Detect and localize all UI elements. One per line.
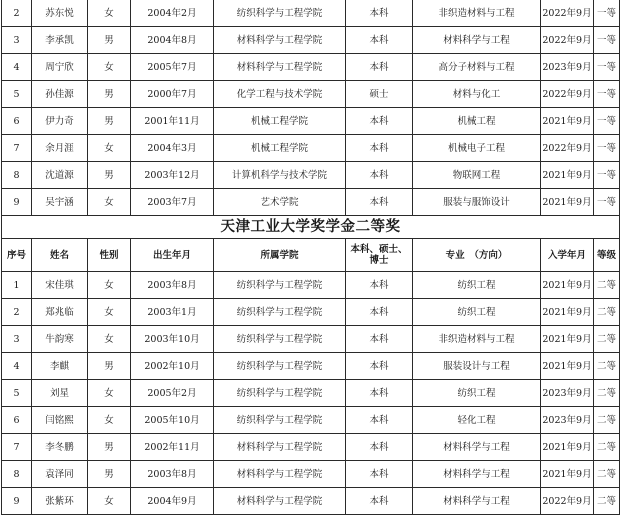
- cell-major: 物联网工程: [413, 162, 541, 189]
- cell-college: 材料科学与工程学院: [214, 488, 346, 515]
- cell-major: 材料科学与工程: [413, 461, 541, 488]
- cell-enroll: 2021年9月: [541, 461, 594, 488]
- scholarship-sheet: [1, 0, 619, 515]
- table-row: [2, 189, 620, 216]
- cell-major: 纺织工程: [413, 380, 541, 407]
- cell-enroll: 2021年9月: [541, 326, 594, 353]
- cell-name: 吴宇涵: [32, 189, 88, 216]
- cell-grade: 二等: [594, 353, 620, 380]
- cell-college: 计算机科学与技术学院: [214, 162, 346, 189]
- cell-name: 宋佳琪: [32, 272, 88, 299]
- cell-major: 非织造材料与工程: [413, 0, 541, 27]
- table-row: [2, 299, 620, 326]
- cell-enroll: 2021年9月: [541, 353, 594, 380]
- cell-enroll: 2021年9月: [541, 108, 594, 135]
- cell-college: 纺织科学与工程学院: [214, 299, 346, 326]
- cell-seq: 5: [2, 81, 32, 108]
- cell-major: 轻化工程: [413, 407, 541, 434]
- cell-enroll: 2021年9月: [541, 189, 594, 216]
- cell-name: 刘星: [32, 380, 88, 407]
- table-row: [2, 326, 620, 353]
- cell-enroll: 2021年9月: [541, 299, 594, 326]
- table-row: [2, 0, 620, 27]
- cell-name: 苏东悦: [32, 0, 88, 27]
- cell-gender: 女: [88, 488, 131, 515]
- header-gender: 性别: [88, 239, 131, 272]
- cell-major: 材料科学与工程: [413, 27, 541, 54]
- header-college: 所属学院: [214, 239, 346, 272]
- cell-gender: 女: [88, 326, 131, 353]
- cell-gender: 女: [88, 135, 131, 162]
- table-row: [2, 81, 620, 108]
- cell-gender: 男: [88, 162, 131, 189]
- cell-grade: 一等: [594, 189, 620, 216]
- cell-degree: 硕士: [346, 81, 413, 108]
- cell-birth: 2003年8月: [131, 461, 214, 488]
- header-name: 姓名: [32, 239, 88, 272]
- cell-degree: 本科: [346, 162, 413, 189]
- header-degree: 本科、硕士、博士: [346, 239, 413, 272]
- cell-name: 孙佳源: [32, 81, 88, 108]
- cell-college: 材料科学与工程学院: [214, 54, 346, 81]
- cell-degree: 本科: [346, 0, 413, 27]
- table-row: [2, 434, 620, 461]
- cell-grade: 二等: [594, 272, 620, 299]
- cell-grade: 一等: [594, 162, 620, 189]
- cell-major: 材料科学与工程: [413, 488, 541, 515]
- cell-name: 李承凯: [32, 27, 88, 54]
- first-prize-rows: [2, 0, 620, 216]
- cell-birth: 2002年10月: [131, 353, 214, 380]
- cell-college: 材料科学与工程学院: [214, 27, 346, 54]
- cell-grade: 一等: [594, 54, 620, 81]
- cell-enroll: 2021年9月: [541, 162, 594, 189]
- cell-name: 余月涯: [32, 135, 88, 162]
- cell-seq: 9: [2, 488, 32, 515]
- cell-seq: 3: [2, 326, 32, 353]
- cell-enroll: 2023年9月: [541, 407, 594, 434]
- table-row: [2, 380, 620, 407]
- cell-birth: 2005年2月: [131, 380, 214, 407]
- table-row: [2, 162, 620, 189]
- cell-enroll: 2022年9月: [541, 27, 594, 54]
- second-prize-rows: [2, 272, 620, 515]
- cell-birth: 2004年8月: [131, 27, 214, 54]
- cell-gender: 男: [88, 27, 131, 54]
- cell-birth: 2003年10月: [131, 326, 214, 353]
- header-seq: 序号: [2, 239, 32, 272]
- cell-major: 服装与服饰设计: [413, 189, 541, 216]
- cell-degree: 本科: [346, 434, 413, 461]
- cell-gender: 男: [88, 353, 131, 380]
- cell-degree: 本科: [346, 380, 413, 407]
- cell-grade: 一等: [594, 135, 620, 162]
- table-header-row: [2, 239, 620, 272]
- cell-enroll: 2021年9月: [541, 434, 594, 461]
- cell-gender: 男: [88, 434, 131, 461]
- scholarship-table: [1, 0, 620, 515]
- cell-birth: 2004年2月: [131, 0, 214, 27]
- cell-major: 纺织工程: [413, 299, 541, 326]
- cell-college: 纺织科学与工程学院: [214, 353, 346, 380]
- cell-seq: 3: [2, 27, 32, 54]
- cell-birth: 2004年9月: [131, 488, 214, 515]
- cell-gender: 女: [88, 272, 131, 299]
- cell-name: 李冬鹏: [32, 434, 88, 461]
- cell-name: 张紫环: [32, 488, 88, 515]
- cell-grade: 二等: [594, 407, 620, 434]
- cell-birth: 2003年7月: [131, 189, 214, 216]
- cell-seq: 8: [2, 162, 32, 189]
- cell-seq: 6: [2, 108, 32, 135]
- cell-major: 机械工程: [413, 108, 541, 135]
- cell-degree: 本科: [346, 27, 413, 54]
- cell-college: 机械工程学院: [214, 135, 346, 162]
- table-row: [2, 407, 620, 434]
- cell-birth: 2005年7月: [131, 54, 214, 81]
- cell-birth: 2003年1月: [131, 299, 214, 326]
- header-enroll: 入学年月: [541, 239, 594, 272]
- cell-degree: 本科: [346, 461, 413, 488]
- cell-name: 沈道源: [32, 162, 88, 189]
- cell-enroll: 2023年9月: [541, 54, 594, 81]
- cell-seq: 4: [2, 353, 32, 380]
- table-row: [2, 54, 620, 81]
- cell-seq: 2: [2, 299, 32, 326]
- cell-gender: 女: [88, 189, 131, 216]
- cell-grade: 一等: [594, 27, 620, 54]
- table-row: [2, 461, 620, 488]
- cell-name: 周宁欣: [32, 54, 88, 81]
- cell-college: 材料科学与工程学院: [214, 461, 346, 488]
- cell-gender: 女: [88, 299, 131, 326]
- cell-major: 机械电子工程: [413, 135, 541, 162]
- cell-major: 材料科学与工程: [413, 434, 541, 461]
- cell-grade: 二等: [594, 326, 620, 353]
- cell-name: 闫铭熙: [32, 407, 88, 434]
- cell-gender: 女: [88, 0, 131, 27]
- cell-gender: 女: [88, 54, 131, 81]
- table-row: [2, 27, 620, 54]
- cell-name: 郑兆临: [32, 299, 88, 326]
- cell-birth: 2000年7月: [131, 81, 214, 108]
- cell-birth: 2002年11月: [131, 434, 214, 461]
- cell-college: 机械工程学院: [214, 108, 346, 135]
- header-birth: 出生年月: [131, 239, 214, 272]
- cell-gender: 女: [88, 407, 131, 434]
- cell-major: 服装设计与工程: [413, 353, 541, 380]
- table-row: [2, 272, 620, 299]
- cell-grade: 二等: [594, 434, 620, 461]
- cell-degree: 本科: [346, 272, 413, 299]
- cell-enroll: 2023年9月: [541, 380, 594, 407]
- cell-seq: 4: [2, 54, 32, 81]
- cell-degree: 本科: [346, 108, 413, 135]
- cell-gender: 男: [88, 108, 131, 135]
- cell-seq: 1: [2, 272, 32, 299]
- cell-degree: 本科: [346, 189, 413, 216]
- cell-college: 化学工程与技术学院: [214, 81, 346, 108]
- cell-major: 纺织工程: [413, 272, 541, 299]
- cell-college: 材料科学与工程学院: [214, 434, 346, 461]
- cell-gender: 女: [88, 380, 131, 407]
- cell-seq: 2: [2, 0, 32, 27]
- cell-seq: 5: [2, 380, 32, 407]
- cell-name: 李麒: [32, 353, 88, 380]
- cell-name: 袁泽同: [32, 461, 88, 488]
- table-row: [2, 353, 620, 380]
- cell-degree: 本科: [346, 135, 413, 162]
- cell-degree: 本科: [346, 407, 413, 434]
- cell-grade: 一等: [594, 81, 620, 108]
- cell-major: 材料与化工: [413, 81, 541, 108]
- cell-birth: 2003年12月: [131, 162, 214, 189]
- cell-college: 纺织科学与工程学院: [214, 272, 346, 299]
- cell-gender: 男: [88, 461, 131, 488]
- cell-enroll: 2021年9月: [541, 272, 594, 299]
- cell-major: 高分子材料与工程: [413, 54, 541, 81]
- cell-degree: 本科: [346, 299, 413, 326]
- cell-seq: 7: [2, 434, 32, 461]
- cell-birth: 2003年8月: [131, 272, 214, 299]
- cell-college: 纺织科学与工程学院: [214, 380, 346, 407]
- table-row: [2, 108, 620, 135]
- cell-birth: 2005年10月: [131, 407, 214, 434]
- cell-birth: 2004年3月: [131, 135, 214, 162]
- cell-seq: 9: [2, 189, 32, 216]
- cell-grade: 一等: [594, 0, 620, 27]
- cell-name: 牛韵寒: [32, 326, 88, 353]
- table-row: [2, 488, 620, 515]
- cell-enroll: 2022年9月: [541, 488, 594, 515]
- cell-enroll: 2022年9月: [541, 135, 594, 162]
- cell-grade: 二等: [594, 488, 620, 515]
- table-row: [2, 135, 620, 162]
- second-prize-title: 天津工业大学奖学金二等奖: [2, 216, 620, 239]
- cell-grade: 二等: [594, 380, 620, 407]
- cell-major: 非织造材料与工程: [413, 326, 541, 353]
- cell-seq: 7: [2, 135, 32, 162]
- header-major: 专业 （方向）: [413, 239, 541, 272]
- cell-degree: 本科: [346, 488, 413, 515]
- cell-degree: 本科: [346, 326, 413, 353]
- cell-college: 纺织科学与工程学院: [214, 407, 346, 434]
- cell-grade: 二等: [594, 461, 620, 488]
- cell-degree: 本科: [346, 353, 413, 380]
- cell-gender: 男: [88, 81, 131, 108]
- cell-college: 纺织科学与工程学院: [214, 326, 346, 353]
- cell-seq: 6: [2, 407, 32, 434]
- cell-college: 艺术学院: [214, 189, 346, 216]
- cell-college: 纺织科学与工程学院: [214, 0, 346, 27]
- cell-enroll: 2022年9月: [541, 0, 594, 27]
- cell-seq: 8: [2, 461, 32, 488]
- header-grade: 等级: [594, 239, 620, 272]
- cell-name: 伊力奇: [32, 108, 88, 135]
- cell-grade: 二等: [594, 299, 620, 326]
- cell-birth: 2001年11月: [131, 108, 214, 135]
- cell-grade: 一等: [594, 108, 620, 135]
- cell-degree: 本科: [346, 54, 413, 81]
- cell-enroll: 2022年9月: [541, 81, 594, 108]
